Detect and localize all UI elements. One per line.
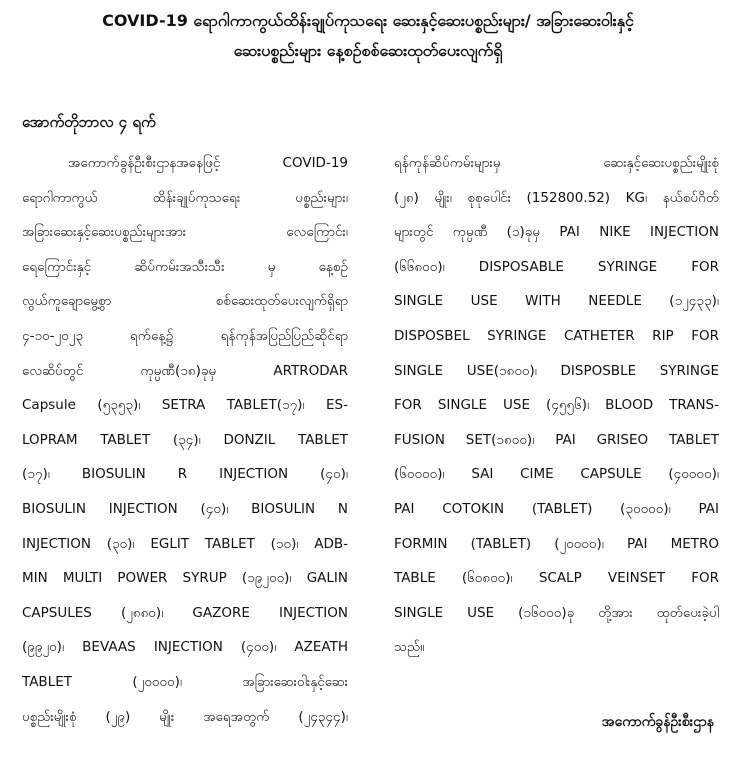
body-line: ပစ္စည်းမျိုးစုံ (၂၉) မျိုး အရေအတွက် (၂၄၃၄၄)၊ (22, 708, 348, 725)
body-line: (၂၈) မျိုး၊ စုစုပေါင်း (152800.52) KG၊ နယ်စပ်ဂိတ် (394, 189, 719, 206)
body-line: အခြားဆေးနှင့်ဆေးပစ္စည်းများအား လေကြောင်း၊ (22, 224, 348, 241)
body-line: BIOSULIN INJECTION (၄၀)၊ BIOSULIN N (22, 500, 348, 517)
right-column (394, 146, 719, 665)
body-line: INJECTION (၃၀)၊ EGLIT TABLET (၁၀)၊ ADB- (22, 535, 348, 552)
body-line: CAPSULES (၂၈၈၀)၊ GAZORE INJECTION (22, 604, 348, 621)
body-line: DISPOSBEL SYRINGE CATHETER RIP FOR (394, 327, 719, 344)
dateline: အောက်တိုဘာလ ၄ ရက် (22, 113, 156, 131)
body-line: လွယ်ကူချောမွေ့စွာ စစ်ဆေးထုတ်ပေးလျက်ရှိရာ (22, 293, 348, 310)
article-title (0, 6, 736, 66)
left-column (22, 146, 348, 734)
body-line: များတွင် ကုမ္ပဏီ (၁)ခုမှ PAI NIKE INJECTION (394, 224, 719, 241)
body-line: Capsule (၅၃၅၃)၊ SETRA TABLET(၁၇)၊ ES- (22, 397, 348, 414)
body-line: TABLE (၆၀၈၀၀)၊ SCALP VEINSET FOR (394, 570, 719, 587)
body-line: (၁၇)၊ BIOSULIN R INJECTION (၄၀)၊ (22, 466, 348, 483)
body-line: SINGLE USE WITH NEEDLE (၁၂၄၃၃)၊ (394, 293, 719, 310)
body-line: ရေကြောင်းနှင့် ဆိပ်ကမ်းအသီးသီး မှ နေ့စဉ် (22, 258, 348, 275)
body-line: (၆၀၀၀၀)၊ SAI CIME CAPSULE (၄၀၀၀၀)၊ (394, 466, 719, 483)
body-line: (၆၆၈၀၀)၊ DISPOSABLE SYRINGE FOR (394, 258, 719, 275)
body-line: အကောက်ခွန်ဦးစီးဌာနအနေဖြင့် COVID-19 (68, 155, 348, 171)
body-line: FOR SINGLE USE (၄၅၅၆)၊ BLOOD TRANS- (394, 397, 719, 414)
body-line: FORMIN (TABLET) (၂၀၀၀၀)၊ PAI METRO (394, 535, 719, 552)
body-line: ရောဂါကာကွယ် ထိန်းချုပ်ကုသရေး ပစ္စည်းများ၊ (22, 189, 348, 206)
body-line: (၉၉၂၀)၊ BEVAAS INJECTION (၄၀၀)၊ AZEATH (22, 639, 348, 656)
title-line-1: COVID-19 ရောဂါကာကွယ်ထိန်းချုပ်ကုသရေး ဆေးနှင့်ဆေးပစ္စည်းများ/ အခြားဆေးဝါးနှင့် (102, 11, 634, 30)
body-line: MIN MULTI POWER SYRUP (၁၉၂၀၀)၊ GALIN (22, 570, 348, 587)
title-line-2: ဆေးပစ္စည်းများ နေ့စဉ်စစ်ဆေးထုတ်ပေးလျက်ရှိ (233, 41, 503, 60)
body-line: PAI COTOKIN (TABLET) (၃၀၀၀၀)၊ PAI (394, 500, 719, 517)
body-line: LOPRAM TABLET (၃၄)၊ DONZIL TABLET (22, 431, 348, 448)
body-line: ရန်ကုန်ဆိပ်ကမ်းများမှ ဆေးနှင့်ဆေးပစ္စည်းမျိုးစုံ (394, 155, 719, 171)
body-line: ၄-၁၀-၂၀၂၃ ရက်နေ့၌ ရန်ကုန်အပြည်ပြည်ဆိုင်ရာ (22, 327, 348, 344)
body-line: FUSION SET(၁၈၀၀)၊ PAI GRISEO TABLET (394, 431, 719, 448)
body-line: လေဆိပ်တွင် ကုမ္ပဏီ(၁၈)ခုမှ ARTRODAR (22, 362, 348, 379)
body-line: SINGLE USE (၁၆၀၀၀)ခု တို့အား ထုတ်ပေးခဲ့ပါ (394, 604, 719, 621)
body-line: သည်။ (394, 639, 425, 656)
signature: အကောက်ခွန်ဦးစီးဌာန (601, 714, 714, 730)
body-line: SINGLE USE(၁၈၀၀)၊ DISPOSBLE SYRINGE (394, 362, 719, 379)
body-line: TABLET (၂၀၀၀၀)၊ အခြားဆေးဝါးနှင့်ဆေး (22, 673, 348, 690)
